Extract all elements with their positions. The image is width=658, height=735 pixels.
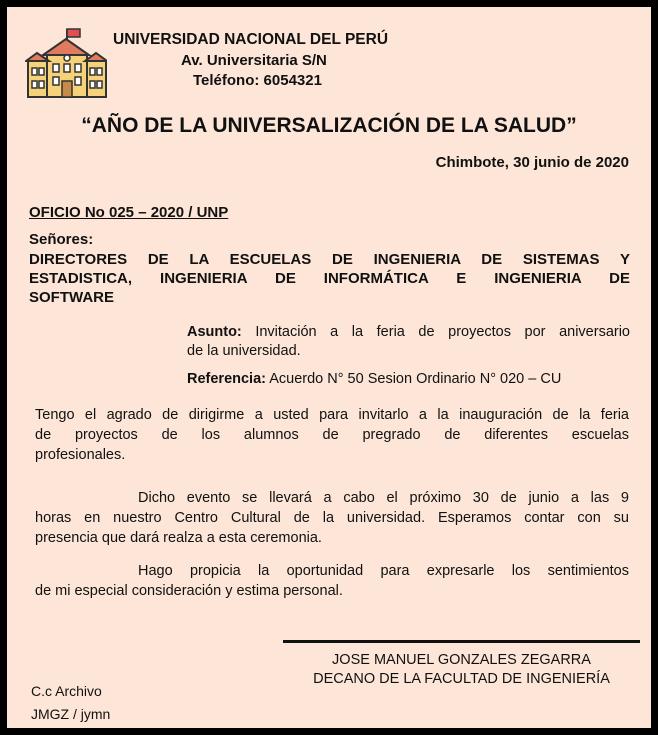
university-phone: Teléfono: 6054321 (193, 72, 322, 89)
paragraph-line: de mi especial consideración y estima personal. (35, 583, 343, 599)
year-motto: “AÑO DE LA UNIVERSALIZACIÓN DE LA SALUD” (81, 114, 577, 137)
recipients (29, 250, 630, 307)
university-name: UNIVERSIDAD NACIONAL DEL PERÚ (113, 31, 389, 48)
paragraph-line: de proyectos de los alumnos de pregrado de diferentes escuelas (35, 427, 629, 443)
official-letter (7, 7, 651, 728)
author-initials: JMGZ / jymn (31, 706, 111, 722)
university-address: Av. Universitaria S/N (181, 52, 327, 69)
reference-label: Referencia: (187, 371, 266, 387)
paragraph-line: profesionales. (35, 447, 126, 463)
recipients-line: SOFTWARE (29, 289, 114, 306)
signature-line (283, 640, 640, 643)
body-paragraph-2 (35, 488, 629, 548)
document-reference-code: OFICIO No 025 – 2020 / UNP (29, 204, 229, 221)
paragraph-line: Hago propicia la oportunidad para expresarle los sentimientos (138, 563, 629, 579)
paragraph-line: presencia que dará realza a esta ceremonia. (35, 530, 322, 546)
subject-block (187, 323, 630, 361)
salutation: Señores: (29, 231, 94, 248)
paragraph-line: Tengo el agrado de dirigirme a usted para invitarlo a la inauguración de la feria (35, 407, 629, 423)
carbon-copy-note: C.c Archivo (31, 683, 102, 699)
recipients-line: ESTADISTICA, INGENIERIA DE INFORMÁTICA E INGENIERIA DE (29, 270, 630, 287)
date-line: Chimbote, 30 junio de 2020 (435, 154, 629, 171)
subject-label: Asunto: (187, 324, 242, 340)
body-paragraph-3 (35, 561, 629, 601)
paragraph-line: Dicho evento se llevará a cabo el próximo 30 de junio a las 9 (138, 490, 629, 506)
body-paragraph-1 (35, 405, 629, 465)
reference-block (187, 371, 561, 387)
recipients-line: DIRECTORES DE LA ESCUELAS DE INGENIERIA DE SISTEMAS Y (29, 251, 630, 268)
paragraph-line: horas en nuestro Centro Cultural de la universidad. Esperamos contar con su (35, 510, 629, 526)
subject-text-line1: Invitación a la feria de proyectos por aniversario (255, 324, 631, 340)
signatory-name: JOSE MANUEL GONZALES ZEGARRA (332, 652, 591, 668)
reference-text: Acuerdo N° 50 Sesion Ordinario N° 020 – CU (269, 371, 562, 387)
signatory-title: DECANO DE LA FACULTAD DE INGENIERÍA (313, 671, 610, 687)
subject-text-line2: de la universidad. (187, 343, 301, 359)
university-building-icon (25, 25, 107, 101)
